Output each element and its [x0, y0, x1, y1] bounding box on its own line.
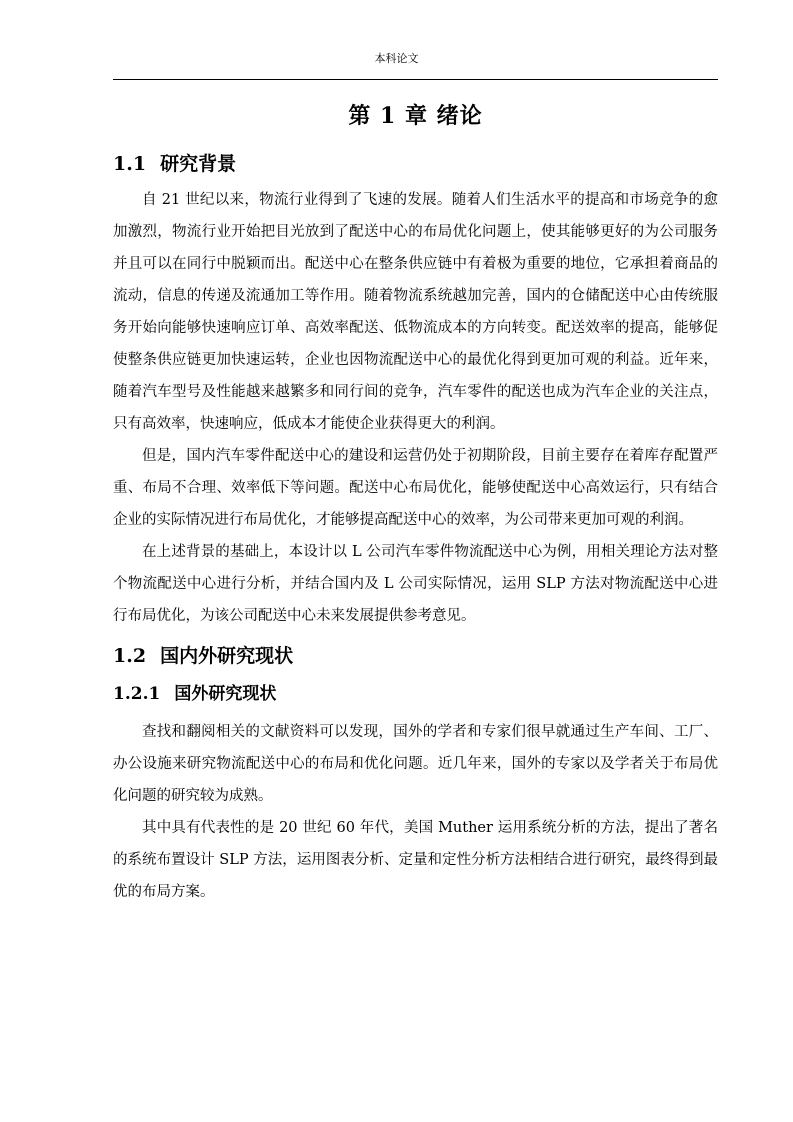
paragraph: 查找和翻阅相关的文献资料可以发现，国外的学者和专家们很早就通过生产车间、工厂、办公设施来研究物流配送中心的布局和优化问题。近几年来，国外的专家以及学者关于布局优化问题的研究较为成熟。 — [113, 724, 718, 804]
section-number: 1.2 — [113, 645, 147, 667]
paragraph: 自 21 世纪以来，物流行业得到了飞速的发展。随着人们生活水平的提高和市场竞争的愈加激烈，物流行业开始把目光放到了配送中心的布局优化问题上，使其能够更好的为公司服务并且可以在同行中脱颖而出。配送中心在整条供应链中有着极为重要的地位，它承担着商品的流动，信息的传递及流通加工等作用。随着物流系统越加完善，国内的仓储配送中心由传统服务开始向能够快速响应订单、高效率配送、低物流成本的方向转变。配送效率的提高，能够促使整条供应链更加快速运转，企业也因物流配送中心的最优化得到更加可观的利益。近年来，随着汽车型号及性能越来越繁多和同行间的竞争，汽车零件的配送也成为汽车企业的关注点，只有高效率，快速响应，低成本才能使企业获得更大的利润。 — [113, 192, 718, 432]
page-content — [113, 96, 718, 908]
paragraph: 其中具有代表性的是 20 世纪 60 年代，美国 Muther 运用系统分析的方法，提出了著名的系统布置设计 SLP 方法，运用图表分析、定量和定性分析方法相结合进行研究，最终得到最优的布局方案。 — [113, 820, 718, 900]
section-number: 1.1 — [113, 153, 147, 175]
subsection-title: 国外研究现状 — [174, 684, 277, 704]
paragraph: 但是，国内汽车零件配送中心的建设和运营仍处于初期阶段，目前主要存在着库存配置严重、布局不合理、效率低下等问题。配送中心布局优化，能够使配送中心高效运行，只有结合企业的实际情况进行布局优化，才能够提高配送中心的效率，为公司带来更加可观的利润。 — [113, 448, 718, 528]
chapter-title: 第 1 章 绪论 — [348, 103, 483, 129]
subsection-number: 1.2.1 — [113, 684, 161, 704]
header-rule — [113, 79, 718, 80]
section-title: 国内外研究现状 — [160, 645, 294, 667]
section-heading-1-1 — [113, 146, 718, 182]
running-header: 本科论文 — [374, 52, 419, 65]
section-heading-1-2 — [113, 638, 718, 674]
section-title: 研究背景 — [160, 153, 237, 175]
paragraph: 在上述背景的基础上，本设计以 L 公司汽车零件物流配送中心为例，用相关理论方法对整个物流配送中心进行分析，并结合国内及 L 公司实际情况，运用 SLP 方法对物流配送中心进行布局优化，为该公司配送中心未来发展提供参考意见。 — [113, 544, 718, 624]
subsection-heading-1-2-1 — [113, 676, 718, 712]
